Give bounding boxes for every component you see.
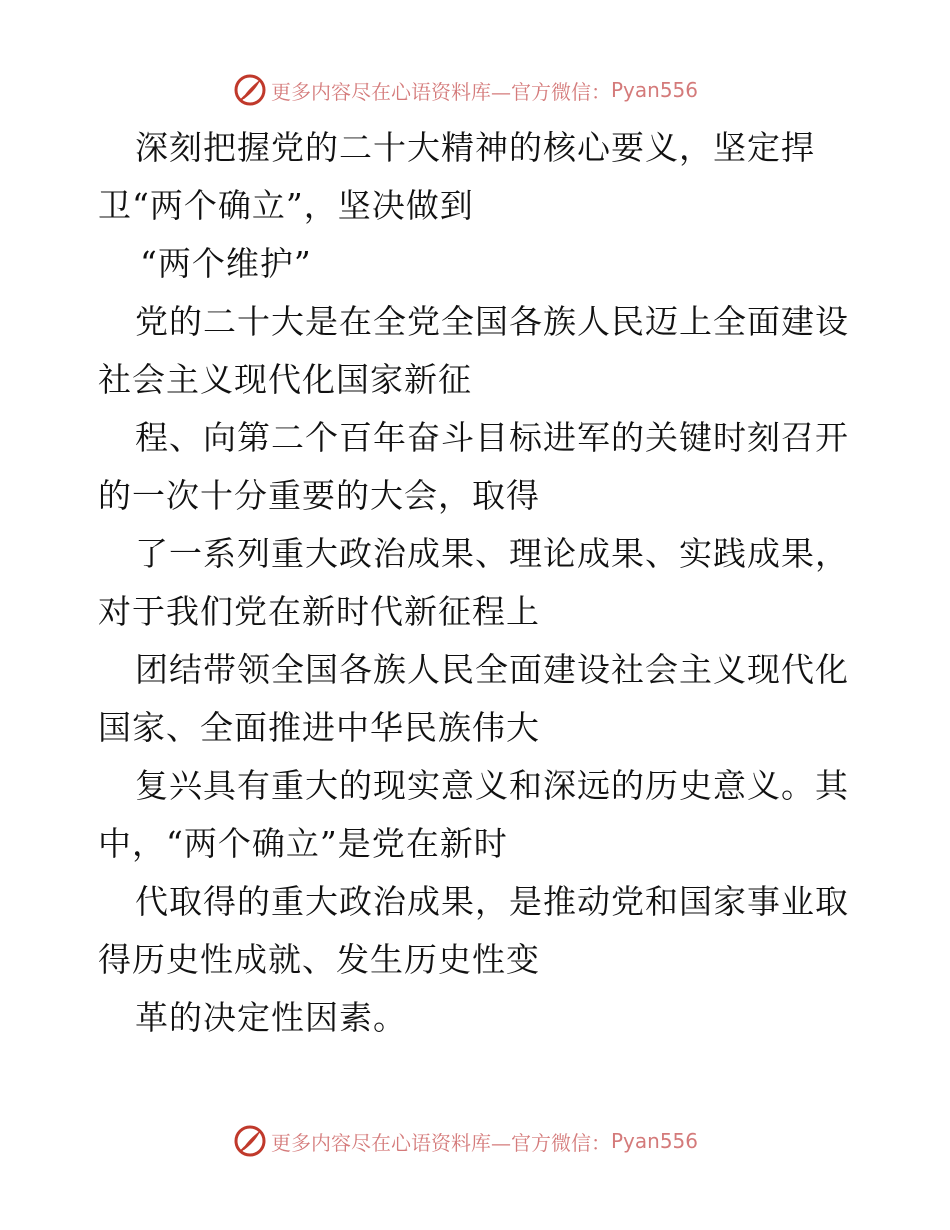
document-line: 卫“两个确立”，坚决做到 <box>98 186 474 225</box>
document-line: 的一次十分重要的大会，取得 <box>98 476 540 515</box>
document-line: 程、向第二个百年奋斗目标进军的关键时刻召开 <box>135 418 849 457</box>
document-line: “两个维护” <box>140 244 312 283</box>
watermark-text: 更多内容尽在心语资料库—官方微信： <box>271 79 611 104</box>
feather-pen-logo-icon <box>233 1124 267 1158</box>
header-watermark <box>233 73 698 107</box>
document-line: 国家、全面推进中华民族伟大 <box>98 708 540 747</box>
document-line: 了一系列重大政治成果、理论成果、实践成果， <box>135 534 849 573</box>
watermark-wechat-id: Pyan556 <box>611 78 699 102</box>
footer-watermark <box>233 1124 698 1158</box>
document-line: 深刻把握党的二十大精神的核心要义，坚定捍 <box>135 128 815 167</box>
document-line: 团结带领全国各族人民全面建设社会主义现代化 <box>135 650 849 689</box>
watermark-text: 更多内容尽在心语资料库—官方微信： <box>271 1130 611 1155</box>
document-line: 复兴具有重大的现实意义和深远的历史意义。其 <box>135 766 849 805</box>
document-line: 得历史性成就、发生历史性变 <box>98 940 540 979</box>
document-line: 代取得的重大政治成果，是推动党和国家事业取 <box>135 882 849 921</box>
document-line: 党的二十大是在全党全国各族人民迈上全面建设 <box>135 302 849 341</box>
feather-pen-logo-icon <box>233 73 267 107</box>
document-line: 对于我们党在新时代新征程上 <box>98 592 540 631</box>
document-line: 中，“两个确立”是党在新时 <box>98 824 508 863</box>
document-line: 革的决定性因素。 <box>135 998 407 1037</box>
document-line: 社会主义现代化国家新征 <box>98 360 472 399</box>
watermark-wechat-id: Pyan556 <box>611 1129 699 1153</box>
